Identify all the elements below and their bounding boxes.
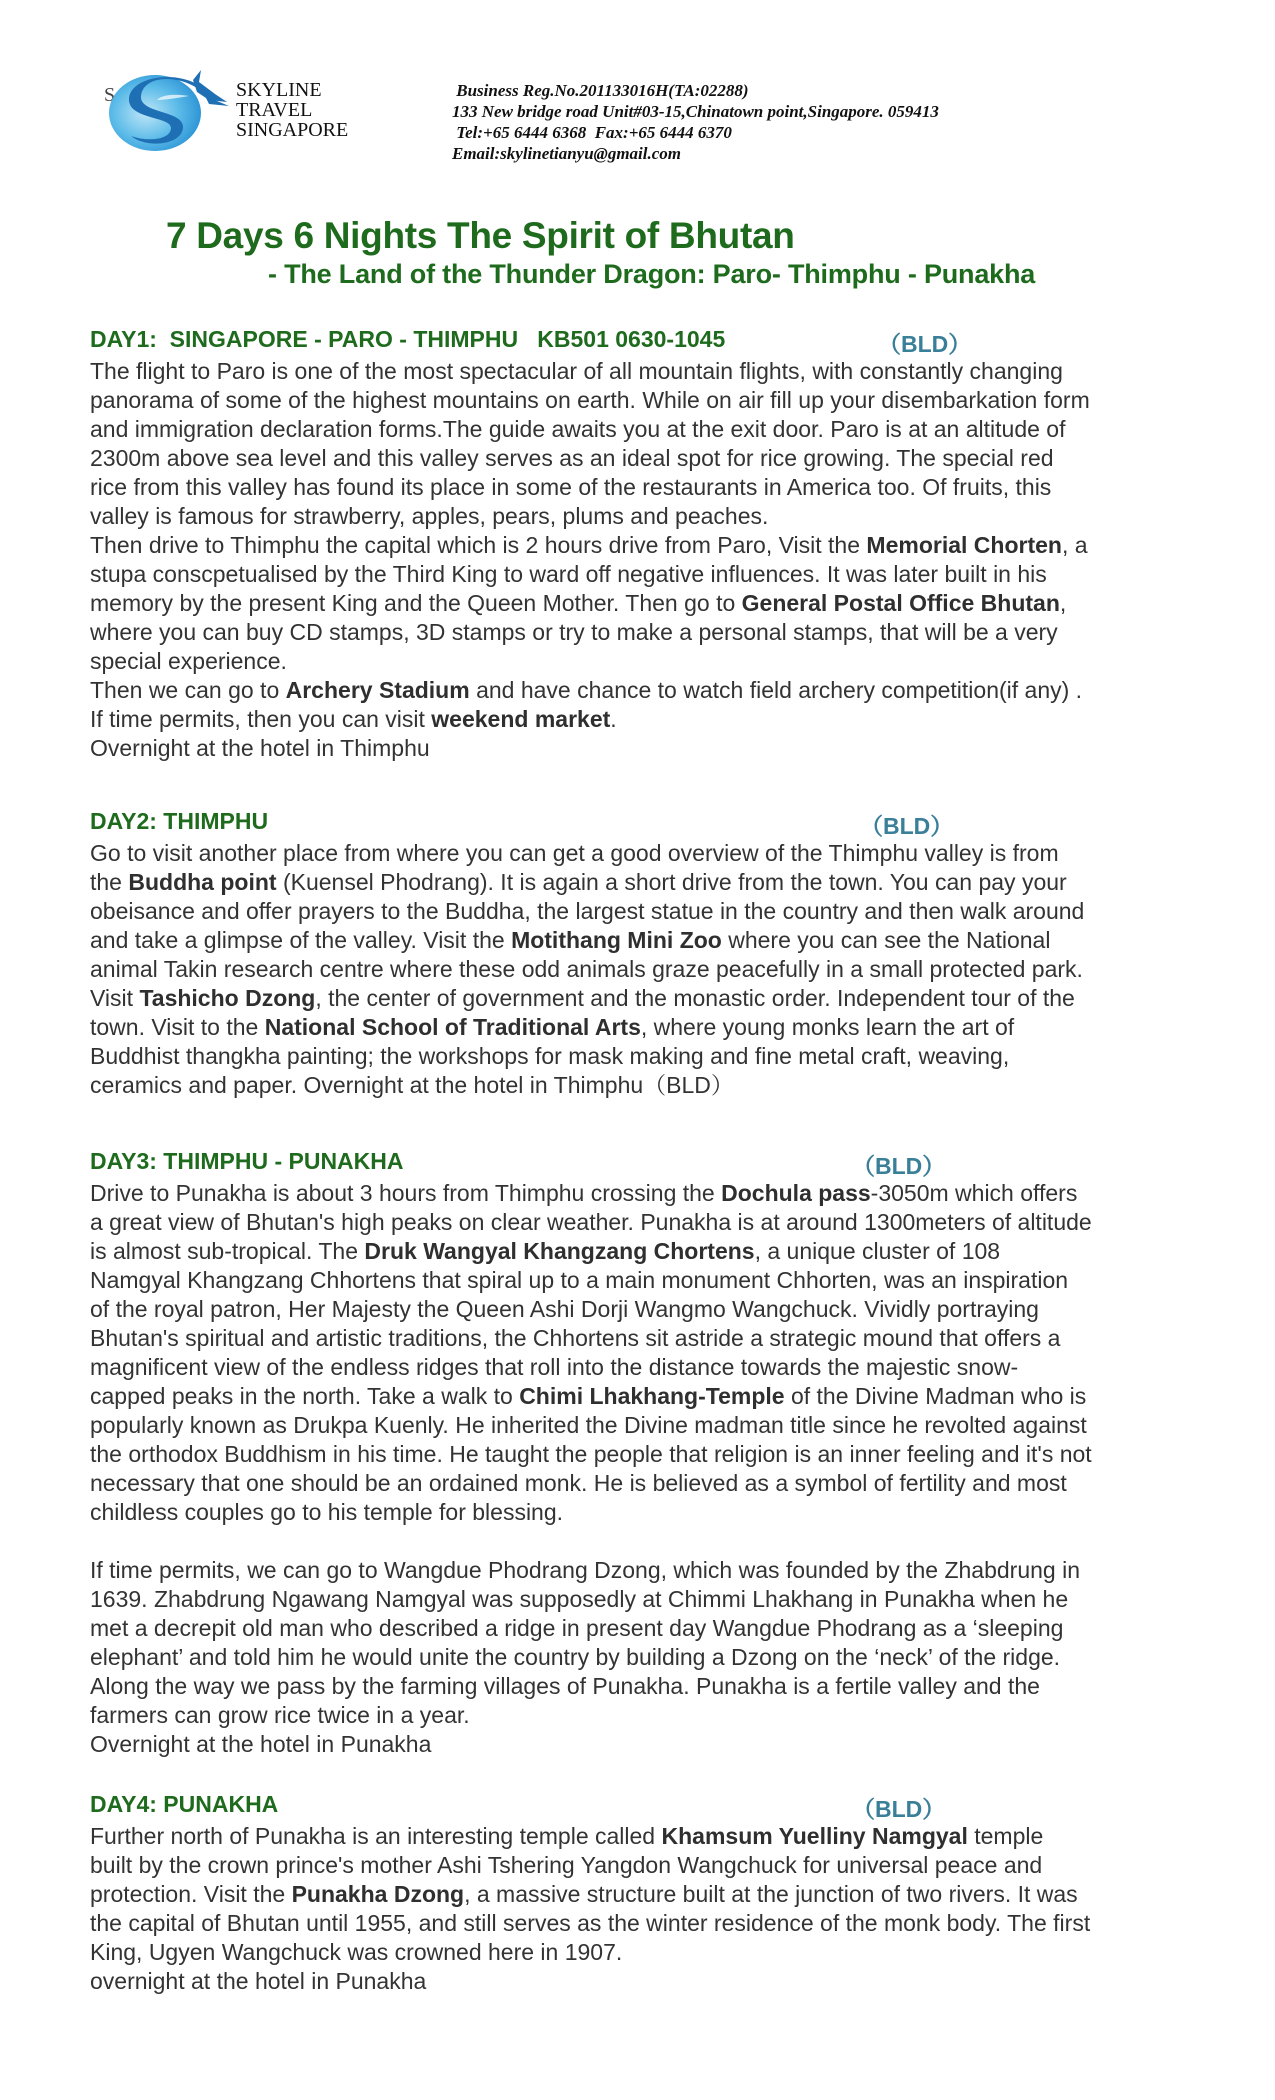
text-run: stupa conscpetualised by the Third King to ward off negative influences. It was later built in his bbox=[90, 561, 1047, 587]
text-run: Further north of Punakha is an interesting temple called bbox=[90, 1823, 662, 1849]
business-reg: Business Reg.No.201133016H(TA:02288) bbox=[452, 81, 749, 100]
text-line bbox=[90, 868, 1210, 897]
text-run: , bbox=[1059, 590, 1067, 616]
text-line bbox=[90, 1469, 1210, 1498]
text-run: and immigration declaration forms.The guide awaits you at the exit door. Paro is at an altitude of bbox=[90, 416, 1066, 442]
text-line bbox=[90, 1266, 1210, 1295]
text-run: and have chance to watch field archery competition(if any) . bbox=[469, 677, 1083, 703]
text-run: Buddhist thangkha painting; the workshops for mask making and fine metal craft, weaving, bbox=[90, 1043, 1010, 1069]
page-subtitle: - The Land of the Thunder Dragon: Paro- Thimphu - Punakha bbox=[268, 259, 1036, 289]
day2-meals: （BLD） bbox=[860, 813, 954, 839]
text-run: panorama of some of the highest mountains on earth. While on air fill up your disembarkation form bbox=[90, 387, 1090, 413]
text-line bbox=[90, 647, 1210, 676]
text-line bbox=[90, 1382, 1210, 1411]
text-run: of the royal patron, Her Majesty the Queen Ashi Dorji Wangmo Wangchuck. Vividly portraying bbox=[90, 1296, 1039, 1322]
text-line bbox=[90, 926, 1210, 955]
text-line bbox=[90, 1614, 1210, 1643]
highlight-place: Punakha Dzong bbox=[291, 1881, 465, 1907]
text-run: overnight at the hotel in Punakha bbox=[90, 1968, 427, 1994]
text-line bbox=[90, 1880, 1210, 1909]
text-run: farmers can grow rice twice in a year. bbox=[90, 1702, 470, 1728]
text-run: Overnight at the hotel in Thimphu bbox=[90, 735, 430, 761]
contact-block bbox=[452, 80, 939, 164]
highlight-place: Chimi Lhakhang-Temple bbox=[519, 1383, 785, 1409]
text-line bbox=[90, 1208, 1210, 1237]
phone-fax: Tel:+65 6444 6368 Fax:+65 6444 6370 bbox=[452, 123, 732, 142]
day1-body bbox=[90, 357, 1210, 763]
text-line bbox=[90, 897, 1210, 926]
text-run: where you can buy CD stamps, 3D stamps or try to make a personal stamps, that will be a very bbox=[90, 619, 1058, 645]
highlight-place: Motithang Mini Zoo bbox=[511, 927, 722, 953]
text-line bbox=[90, 560, 1210, 589]
text-run: elephant’ and told him he would unite the country by building a Dzong on the ‘neck’ of the ridge. bbox=[90, 1644, 1061, 1670]
text-line bbox=[90, 839, 1210, 868]
text-run: If time permits, we can go to Wangdue Phodrang Dzong, which was founded by the Zhabdrung in bbox=[90, 1557, 1080, 1583]
text-run: 2300m above sea level and this valley serves as an ideal spot for rice growing. The special red bbox=[90, 445, 1054, 471]
letterhead bbox=[0, 0, 1275, 190]
text-line bbox=[90, 705, 1210, 734]
highlight-place: National School of Traditional Arts bbox=[264, 1014, 641, 1040]
text-line bbox=[90, 1556, 1210, 1585]
text-run: necessary that one should be an ordained monk. He is believed as a symbol of fertility and most bbox=[90, 1470, 1067, 1496]
day4-body bbox=[90, 1822, 1210, 1996]
text-run: . bbox=[610, 706, 617, 732]
text-run: , the center of government and the monastic order. Independent tour of the bbox=[315, 985, 1075, 1011]
text-run: Visit bbox=[90, 985, 140, 1011]
text-line bbox=[90, 1324, 1210, 1353]
logo-stray-letter: S bbox=[104, 84, 116, 106]
day2-heading: DAY2: THIMPHU bbox=[90, 808, 269, 834]
text-line bbox=[90, 955, 1210, 984]
highlight-place: Druk Wangyal Khangzang Chortens bbox=[364, 1238, 755, 1264]
day1-meals: （BLD） bbox=[878, 331, 972, 357]
text-run: capped peaks in the north. Take a walk to bbox=[90, 1383, 520, 1409]
text-line bbox=[90, 1851, 1210, 1880]
text-run: temple bbox=[967, 1823, 1044, 1849]
text-line bbox=[90, 502, 1210, 531]
text-run: rice from this valley has found its place in some of the restaurants in America too. Of fruits, this bbox=[90, 474, 1052, 500]
text-run: memory by the present King and the Queen Mother. Then go to bbox=[90, 590, 742, 616]
text-run: where you can see the National bbox=[721, 927, 1051, 953]
text-run: childless couples go to his temple for blessing. bbox=[90, 1499, 564, 1525]
text-line bbox=[90, 1938, 1210, 1967]
text-run: of the Divine Madman who is bbox=[784, 1383, 1087, 1409]
text-run: , where young monks learn the art of bbox=[640, 1014, 1015, 1040]
text-line bbox=[90, 676, 1210, 705]
text-run: 1639. Zhabdrung Ngawang Namgyal was supposedly at Chimmi Lhakhang in Punakha when he bbox=[90, 1586, 1069, 1612]
day3-meals: （BLD） bbox=[852, 1153, 946, 1179]
text-line bbox=[90, 1013, 1210, 1042]
highlight-place: Archery Stadium bbox=[285, 677, 470, 703]
text-run: the orthodox Buddhism in his time. He taught the people that religion is an inner feeling and it's not bbox=[90, 1441, 1092, 1467]
text-run: King, Ugyen Wangchuck was crowned here in 1907. bbox=[90, 1939, 623, 1965]
text-run: Along the way we pass by the farming villages of Punakha. Punakha is a fertile valley and the bbox=[90, 1673, 1040, 1699]
page-title: 7 Days 6 Nights The Spirit of Bhutan bbox=[166, 215, 795, 256]
highlight-place: Dochula pass bbox=[721, 1180, 871, 1206]
email: Email:skylinetianyu@gmail.com bbox=[452, 144, 682, 163]
text-line bbox=[90, 357, 1210, 386]
text-line bbox=[90, 1909, 1210, 1938]
text-line bbox=[90, 1042, 1210, 1071]
text-line bbox=[90, 1440, 1210, 1469]
text-line bbox=[90, 1701, 1210, 1730]
day1-heading: DAY1: SINGAPORE - PARO - THIMPHU KB501 0630-1045 bbox=[90, 326, 726, 352]
text-run: The flight to Paro is one of the most spectacular of all mountain flights, with constantly changing bbox=[90, 358, 1063, 384]
text-run: valley is famous for strawberry, apples, pears, plums and peaches. bbox=[90, 503, 769, 529]
text-run: is almost sub-tropical. The bbox=[90, 1238, 365, 1264]
text-run: Namgyal Khangzang Chhortens that spiral up to a main monument Chhorten, was an inspiration bbox=[90, 1267, 1069, 1293]
text-line bbox=[90, 734, 1210, 763]
day3-body bbox=[90, 1179, 1210, 1759]
company-line: SINGAPORE bbox=[236, 119, 349, 141]
text-line bbox=[90, 1822, 1210, 1851]
text-line bbox=[90, 1295, 1210, 1324]
text-line bbox=[90, 473, 1210, 502]
company-line: TRAVEL bbox=[236, 99, 313, 121]
text-run: Overnight at the hotel in Punakha bbox=[90, 1731, 432, 1757]
text-run: magnificent view of the endless ridges that roll into the distance towards the majestic snow- bbox=[90, 1354, 1019, 1380]
text-run: (Kuensel Phodrang). It is again a short drive from the town. You can pay your bbox=[276, 869, 1067, 895]
text-run: popularly known as Drukpa Kuenly. He inherited the Divine madman title since he revolted against bbox=[90, 1412, 1087, 1438]
day2-body bbox=[90, 839, 1210, 1100]
text-run: Go to visit another place from where you can get a good overview of the Thimphu valley is from bbox=[90, 840, 1059, 866]
text-line bbox=[90, 984, 1210, 1013]
text-line bbox=[90, 386, 1210, 415]
text-line bbox=[90, 1672, 1210, 1701]
text-run: -3050m which offers bbox=[870, 1180, 1078, 1206]
highlight-place: General Postal Office Bhutan bbox=[741, 590, 1060, 616]
dragon-s-logo-icon bbox=[105, 66, 245, 156]
text-line bbox=[90, 1353, 1210, 1382]
text-run: Then we can go to bbox=[90, 677, 286, 703]
text-line bbox=[90, 531, 1210, 560]
text-run: and take a glimpse of the valley. Visit the bbox=[90, 927, 512, 953]
address: 133 New bridge road Unit#03-15,Chinatown point,Singapore. 059413 bbox=[452, 102, 939, 121]
text-line bbox=[90, 1967, 1210, 1996]
highlight-place: weekend market bbox=[431, 706, 611, 732]
text-line bbox=[90, 1643, 1210, 1672]
text-run: special experience. bbox=[90, 648, 287, 674]
company-line: SKYLINE bbox=[236, 79, 322, 101]
text-line bbox=[90, 1730, 1210, 1759]
text-run: the capital of Bhutan until 1955, and still serves as the winter residence of the monk body. The first bbox=[90, 1910, 1091, 1936]
text-line bbox=[90, 1498, 1210, 1527]
text-line bbox=[90, 1527, 1210, 1556]
text-run: , a bbox=[1061, 532, 1088, 558]
text-run: animal Takin research centre where these odd animals graze peacefully in a small protected park. bbox=[90, 956, 1083, 982]
text-line bbox=[90, 1179, 1210, 1208]
highlight-place: Khamsum Yuelliny Namgyal bbox=[661, 1823, 968, 1849]
day4-meals: （BLD） bbox=[852, 1796, 946, 1822]
text-line bbox=[90, 1411, 1210, 1440]
highlight-place: Tashicho Dzong bbox=[139, 985, 316, 1011]
text-run: , a massive structure built at the junction of two rivers. It was bbox=[464, 1881, 1078, 1907]
text-run: If time permits, then you can visit bbox=[90, 706, 432, 732]
day4-heading: DAY4: PUNAKHA bbox=[90, 1791, 279, 1817]
text-line bbox=[90, 589, 1210, 618]
day3-heading: DAY3: THIMPHU - PUNAKHA bbox=[90, 1148, 404, 1174]
text-run: the bbox=[90, 869, 129, 895]
text-run: ceramics and paper. Overnight at the hotel in Thimphu（BLD） bbox=[90, 1072, 734, 1098]
text-run: met a decrepit old man who described a ridge in present day Wangdue Phodrang as a ‘sleeping bbox=[90, 1615, 1064, 1641]
text-run: a great view of Bhutan's high peaks on clear weather. Punakha is at around 1300meters of altitude bbox=[90, 1209, 1092, 1235]
text-line bbox=[90, 415, 1210, 444]
text-line bbox=[90, 1237, 1210, 1266]
text-run: Drive to Punakha is about 3 hours from Thimphu crossing the bbox=[90, 1180, 722, 1206]
company-name bbox=[236, 80, 348, 140]
text-run: Then drive to Thimphu the capital which is 2 hours drive from Paro, Visit the bbox=[90, 532, 867, 558]
text-line bbox=[90, 1071, 1210, 1100]
text-run: , a unique cluster of 108 bbox=[754, 1238, 1001, 1264]
text-line bbox=[90, 444, 1210, 473]
text-line bbox=[90, 1585, 1210, 1614]
highlight-place: Buddha point bbox=[128, 869, 277, 895]
text-run: built by the crown prince's mother Ashi Tshering Yangdon Wangchuck for universal peace and bbox=[90, 1852, 1043, 1878]
highlight-place: Memorial Chorten bbox=[866, 532, 1062, 558]
text-run: town. Visit to the bbox=[90, 1014, 265, 1040]
text-line bbox=[90, 618, 1210, 647]
text-run: obeisance and offer prayers to the Buddha, the largest statue in the country and then walk around bbox=[90, 898, 1085, 924]
text-run: Bhutan's spiritual and artistic traditions, the Chhortens sit astride a strategic mound that offers a bbox=[90, 1325, 1061, 1351]
text-run: protection. Visit the bbox=[90, 1881, 292, 1907]
